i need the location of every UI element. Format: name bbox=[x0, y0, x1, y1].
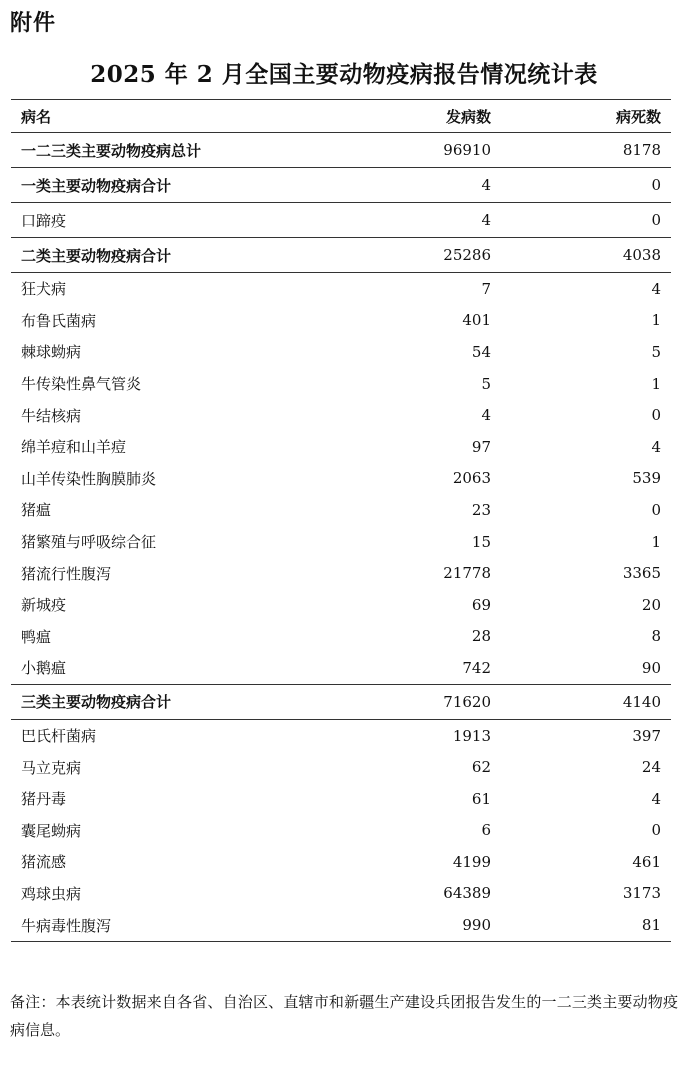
deaths: 4 bbox=[651, 789, 661, 808]
header-cases: 发病数 bbox=[361, 100, 501, 133]
deaths: 90 bbox=[501, 652, 671, 684]
cases: 69 bbox=[471, 595, 491, 614]
disease-name: 布鲁氏菌病 bbox=[21, 311, 97, 330]
deaths: 5 bbox=[651, 342, 661, 361]
subtotal-cases: 25286 bbox=[361, 238, 501, 273]
deaths: 397 bbox=[632, 726, 661, 745]
deaths: 8 bbox=[651, 627, 661, 646]
disease-name: 牛传染性鼻气管炎 bbox=[21, 375, 142, 394]
grand-total-deaths: 8178 bbox=[501, 133, 671, 168]
deaths: 1 bbox=[651, 532, 661, 551]
class-2-subtotal-row bbox=[11, 238, 671, 273]
disease-name: 新城疫 bbox=[21, 596, 67, 615]
cases: 7 bbox=[481, 279, 491, 298]
cases: 4 bbox=[481, 406, 491, 425]
disease-name: 牛结核病 bbox=[21, 406, 82, 425]
subtotal-deaths: 4140 bbox=[501, 684, 671, 719]
disease-name: 猪流行性腹泻 bbox=[21, 564, 112, 583]
deaths: 24 bbox=[641, 758, 661, 777]
cases: 54 bbox=[471, 342, 491, 361]
table-row bbox=[11, 719, 671, 751]
table-header-row bbox=[11, 100, 671, 133]
disease-name: 绵羊痘和山羊痘 bbox=[21, 438, 127, 457]
disease-name: 马立克病 bbox=[21, 758, 82, 777]
table-row bbox=[11, 431, 671, 463]
deaths: 3173 bbox=[622, 884, 661, 903]
disease-name: 狂犬病 bbox=[21, 280, 67, 299]
disease-name: 猪丹毒 bbox=[21, 790, 67, 809]
disease-name: 巴氏杆菌病 bbox=[21, 727, 97, 746]
disease-name: 棘球蚴病 bbox=[21, 343, 82, 362]
deaths: 0 bbox=[651, 500, 661, 519]
cases: 21778 bbox=[443, 564, 491, 583]
disease-name: 猪繁殖与呼吸综合征 bbox=[21, 533, 157, 552]
page-title: 2025 年 2 月全国主要动物疫病报告情况统计表 bbox=[90, 61, 598, 88]
table-row bbox=[11, 589, 671, 621]
table-row bbox=[11, 751, 671, 783]
table-row bbox=[11, 909, 671, 941]
disease-statistics-table bbox=[11, 99, 671, 942]
attachment-label: 附件 bbox=[10, 11, 57, 36]
table-row bbox=[11, 526, 671, 558]
cases: 742 bbox=[361, 652, 501, 684]
disease-name: 鸡球虫病 bbox=[21, 884, 82, 903]
deaths: 4 bbox=[651, 279, 661, 298]
class-1-subtotal-row bbox=[11, 168, 671, 203]
table-row bbox=[11, 652, 671, 684]
deaths: 0 bbox=[651, 821, 661, 840]
header-deaths: 病死数 bbox=[501, 100, 671, 133]
table-row bbox=[11, 399, 671, 431]
subtotal-name: 一类主要动物疫病合计 bbox=[11, 168, 361, 203]
header-disease-name: 病名 bbox=[11, 100, 361, 133]
cases: 64389 bbox=[443, 884, 491, 903]
disease-name: 猪瘟 bbox=[21, 501, 52, 520]
table-row bbox=[11, 783, 671, 815]
class-3-subtotal-row bbox=[11, 684, 671, 719]
deaths: 1 bbox=[651, 374, 661, 393]
disease-name: 牛病毒性腹泻 bbox=[21, 916, 112, 935]
disease-name: 猪流感 bbox=[21, 853, 67, 872]
table-row bbox=[11, 815, 671, 847]
table-row bbox=[11, 368, 671, 400]
table-row bbox=[11, 305, 671, 337]
disease-name: 口蹄疫 bbox=[11, 203, 361, 238]
footnote: 备注：本表统计数据来自各省、自治区、直辖市和新疆生产建设兵团报告发生的一二三类主要动物疫病信息。 bbox=[10, 993, 678, 1039]
deaths: 539 bbox=[632, 469, 661, 488]
cases: 4 bbox=[361, 203, 501, 238]
table-row bbox=[11, 463, 671, 495]
deaths: 1 bbox=[651, 311, 661, 330]
deaths: 4 bbox=[651, 437, 661, 456]
table-row bbox=[11, 336, 671, 368]
subtotal-deaths: 0 bbox=[501, 168, 671, 203]
subtotal-name: 三类主要动物疫病合计 bbox=[11, 684, 361, 719]
table-row bbox=[11, 557, 671, 589]
cases: 1913 bbox=[452, 726, 491, 745]
deaths: 20 bbox=[641, 595, 661, 614]
cases: 990 bbox=[462, 916, 491, 935]
cases: 6 bbox=[481, 821, 491, 840]
cases: 15 bbox=[471, 532, 491, 551]
table-row bbox=[11, 273, 671, 305]
subtotal-cases: 71620 bbox=[361, 684, 501, 719]
grand-total-row bbox=[11, 133, 671, 168]
subtotal-cases: 4 bbox=[361, 168, 501, 203]
deaths: 0 bbox=[651, 406, 661, 425]
deaths: 81 bbox=[641, 916, 661, 935]
table-row bbox=[11, 878, 671, 910]
grand-total-name: 一二三类主要动物疫病总计 bbox=[11, 133, 361, 168]
table-row bbox=[11, 494, 671, 526]
cases: 401 bbox=[462, 311, 491, 330]
cases: 23 bbox=[471, 500, 491, 519]
disease-name: 小鹅瘟 bbox=[11, 652, 361, 684]
deaths: 0 bbox=[501, 203, 671, 238]
cases: 4199 bbox=[452, 852, 491, 871]
table-row bbox=[11, 846, 671, 878]
subtotal-deaths: 4038 bbox=[501, 238, 671, 273]
grand-total-cases: 96910 bbox=[361, 133, 501, 168]
cases: 2063 bbox=[452, 469, 491, 488]
cases: 5 bbox=[481, 374, 491, 393]
disease-name: 鸭瘟 bbox=[21, 627, 52, 646]
cases: 62 bbox=[471, 758, 491, 777]
deaths: 3365 bbox=[622, 564, 661, 583]
disease-name: 囊尾蚴病 bbox=[21, 821, 82, 840]
table-row bbox=[11, 203, 671, 238]
cases: 61 bbox=[471, 789, 491, 808]
cases: 97 bbox=[471, 437, 491, 456]
table-row bbox=[11, 621, 671, 653]
disease-name: 山羊传染性胸膜肺炎 bbox=[21, 469, 157, 488]
deaths: 461 bbox=[632, 852, 661, 871]
subtotal-name: 二类主要动物疫病合计 bbox=[11, 238, 361, 273]
cases: 28 bbox=[471, 627, 491, 646]
